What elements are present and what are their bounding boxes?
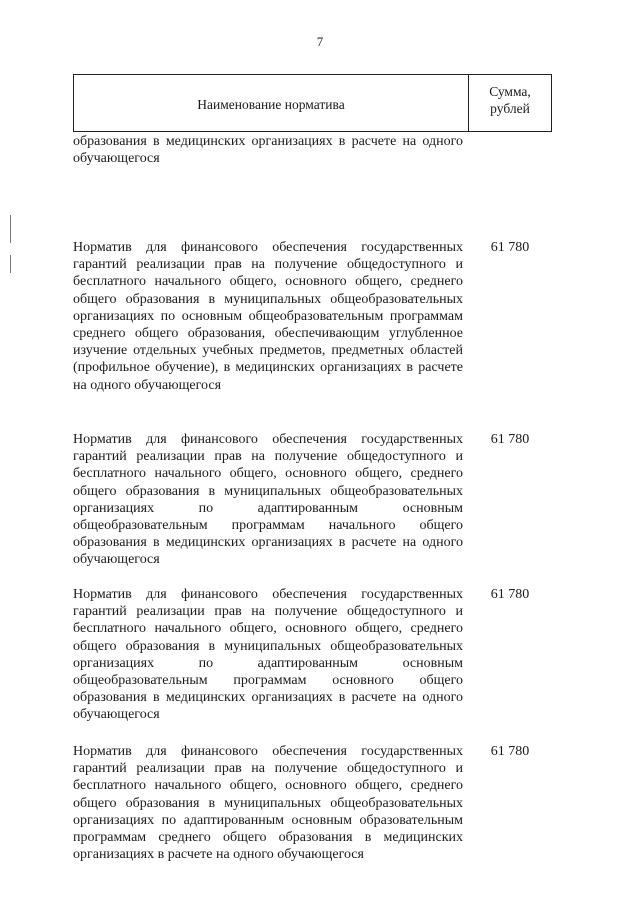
header-name-column: Наименование норматива [74, 75, 469, 131]
continuation-text: образования в медицинских организациях в расчете на одного обучающегося [73, 134, 463, 167]
norms-table [73, 74, 552, 863]
header-sum-label: Сумма, [489, 84, 531, 99]
margin-mark [10, 215, 11, 243]
header-sum-unit: рублей [490, 101, 530, 116]
norm-amount: 61 780 [490, 240, 530, 255]
header-sum-column [469, 75, 551, 131]
norm-amount: 61 780 [490, 744, 530, 759]
norm-amount: 61 780 [490, 587, 530, 602]
norm-text: Норматив для финансового обеспечения государственных гарантий реализации прав на получение общедоступного и бесплатного начального общего, основного общего, среднего общего образования в муниципальных общеобразовательных организациях по адаптированным основным образовательным программам среднего общего образования в медицинских организациях в расчете на одного обучающегося [73, 744, 463, 863]
page-number: 7 [316, 34, 324, 49]
norm-text: Норматив для финансового обеспечения государственных гарантий реализации прав на получение общедоступного и бесплатного начального общего, основного общего, среднего общего образования в муниципальных общеобразовательных организациях по основным общеобразовательным программам среднего общего образования, обеспечивающим углубленное изучение отдельных учебных предметов, предметных областей (профильное обучение), в медицинских организациях в расчете на одного обучающегося [73, 240, 463, 393]
table-body [73, 132, 552, 863]
norm-amount: 61 780 [490, 432, 530, 447]
table-header [73, 74, 552, 132]
margin-mark [10, 255, 11, 273]
norm-text: Норматив для финансового обеспечения государственных гарантий реализации прав на получение общедоступного и бесплатного начального общего, основного общего, среднего общего образования в муниципальных общеобразовательных организациях по адаптированным основным общеобразовательным программам основного общего образования в медицинских организациях в расчете на одного обучающегося [73, 587, 463, 723]
norm-text: Норматив для финансового обеспечения государственных гарантий реализации прав на получение общедоступного и бесплатного начального общего, основного общего, среднего общего образования в муниципальных общеобразовательных организациях по адаптированным основным общеобразовательным программам начального общего образования в медицинских организациях в расчете на одного обучающегося [73, 432, 463, 568]
